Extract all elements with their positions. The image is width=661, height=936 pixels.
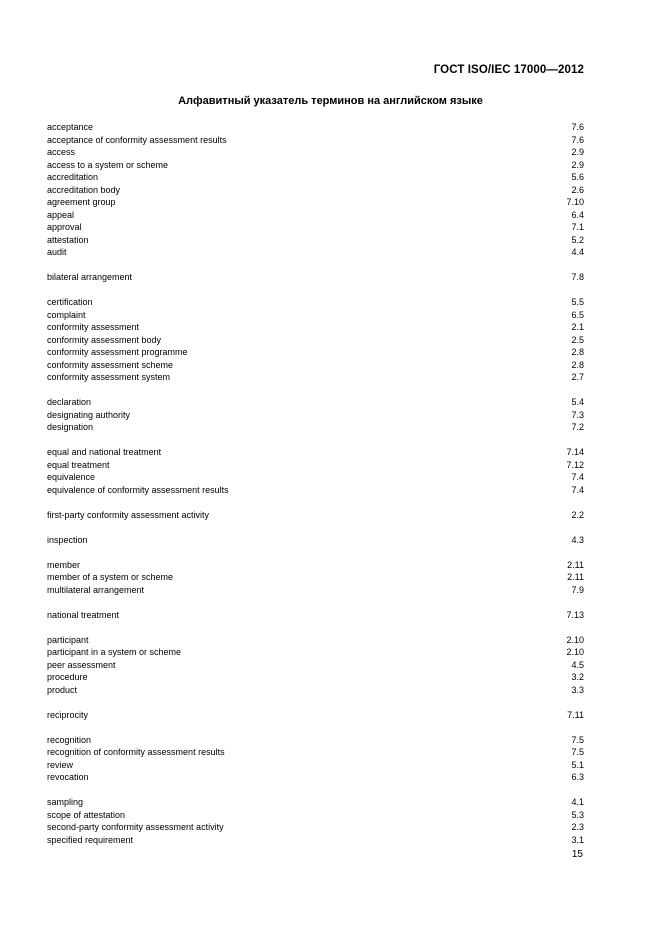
index-term: appeal xyxy=(47,209,75,220)
index-reference: 5.1 xyxy=(571,759,584,770)
index-term: participant in a system or scheme xyxy=(47,647,182,657)
index-entry xyxy=(47,446,584,459)
index-group xyxy=(47,271,584,284)
standard-header: ГОСТ ISO/IEC 17000—2012 xyxy=(433,64,584,76)
index-term: access xyxy=(47,147,76,157)
index-reference: 7.5 xyxy=(571,734,584,745)
index-term: specified requirement xyxy=(47,834,134,845)
index-reference: 2.7 xyxy=(571,372,584,382)
index-group xyxy=(47,396,584,434)
index-term: acceptance of conformity assessment results xyxy=(47,134,227,145)
index-reference: 5.5 xyxy=(571,297,584,307)
index-entry xyxy=(47,684,584,697)
index-group xyxy=(47,609,584,622)
index-group xyxy=(47,296,584,384)
index-term: multilateral arrangement xyxy=(47,584,145,595)
index-group xyxy=(47,446,584,496)
index-group xyxy=(47,121,584,259)
index-term: inspection xyxy=(47,534,88,545)
index-group xyxy=(47,796,584,846)
index-term: equal and national treatment xyxy=(47,447,162,457)
index-entry xyxy=(47,171,584,184)
index-reference: 4.5 xyxy=(571,659,584,670)
index-entry xyxy=(47,821,584,834)
index-term: national treatment xyxy=(47,609,120,620)
index-reference: 7.1 xyxy=(571,222,584,232)
index-reference: 2.1 xyxy=(571,322,584,332)
index-term: access to a system or scheme xyxy=(47,159,169,170)
index-reference: 2.9 xyxy=(571,147,584,157)
index-term: equivalence of conformity assessment results xyxy=(47,484,229,495)
index-group xyxy=(47,734,584,784)
index-reference: 7.2 xyxy=(571,422,584,432)
index-entry xyxy=(47,396,584,409)
index-reference: 7.8 xyxy=(571,272,584,282)
index-reference: 6.5 xyxy=(571,309,584,320)
index-entry xyxy=(47,121,584,134)
index-term: equal treatment xyxy=(47,459,110,470)
index-entry xyxy=(47,321,584,334)
index-group xyxy=(47,559,584,597)
page-number: 15 xyxy=(571,849,583,860)
index-entry xyxy=(47,609,584,622)
index-term: review xyxy=(47,759,74,770)
index-reference: 3.1 xyxy=(571,834,584,845)
index-reference: 4.4 xyxy=(571,247,584,257)
index-reference: 2.5 xyxy=(571,334,584,345)
index-entry xyxy=(47,759,584,772)
index-entry xyxy=(47,509,584,522)
index-term: first-party conformity assessment activity xyxy=(47,509,210,520)
index-reference: 7.11 xyxy=(567,709,584,720)
index-entry xyxy=(47,359,584,372)
index-term: scope of attestation xyxy=(47,809,126,820)
index-group xyxy=(47,709,584,722)
index-reference: 5.3 xyxy=(571,809,584,820)
index-term: agreement group xyxy=(47,197,116,207)
index-reference: 5.4 xyxy=(571,397,584,407)
index-entry xyxy=(47,371,584,384)
index-term: complaint xyxy=(47,309,86,320)
index-term: accreditation xyxy=(47,172,99,182)
index-entry xyxy=(47,346,584,359)
index-reference: 2.8 xyxy=(571,347,584,357)
index-entry xyxy=(47,834,584,847)
index-entry xyxy=(47,534,584,547)
index-reference: 5.2 xyxy=(571,234,584,245)
index-reference: 5.6 xyxy=(571,172,584,182)
index-reference: 2.11 xyxy=(567,572,584,582)
index-term: recognition of conformity assessment results xyxy=(47,747,225,757)
index-term: procedure xyxy=(47,672,88,682)
index-term: certification xyxy=(47,297,93,307)
index-term: approval xyxy=(47,222,82,232)
index-reference: 2.10 xyxy=(566,634,584,645)
index-entry xyxy=(47,559,584,572)
index-entry xyxy=(47,221,584,234)
index-reference: 7.3 xyxy=(571,409,584,420)
index-term: bilateral arrangement xyxy=(47,272,133,282)
index-reference: 2.11 xyxy=(567,559,584,570)
index-reference: 7.5 xyxy=(571,747,584,757)
index-entry xyxy=(47,796,584,809)
index-entry xyxy=(47,421,584,434)
index-term: designating authority xyxy=(47,409,131,420)
index-term: second-party conformity assessment activity xyxy=(47,822,224,832)
index-title: Алфавитный указатель терминов на английском языке xyxy=(178,95,483,107)
index-reference: 7.13 xyxy=(566,609,584,620)
index-entry xyxy=(47,209,584,222)
index-entry xyxy=(47,734,584,747)
index-entry xyxy=(47,146,584,159)
index-reference: 7.12 xyxy=(566,459,584,470)
index-entry xyxy=(47,671,584,684)
index-term: product xyxy=(47,684,78,695)
index-group xyxy=(47,509,584,522)
index-reference: 3.2 xyxy=(571,672,584,682)
index-reference: 4.1 xyxy=(571,797,584,807)
index-reference: 7.4 xyxy=(571,472,584,482)
index-entry xyxy=(47,659,584,672)
index-term: accreditation body xyxy=(47,184,121,195)
index-reference: 7.14 xyxy=(566,447,584,457)
index-term: attestation xyxy=(47,234,89,245)
index-reference: 2.8 xyxy=(571,359,584,370)
index-term: conformity assessment programme xyxy=(47,347,188,357)
index-entry xyxy=(47,246,584,259)
index-entry xyxy=(47,184,584,197)
index-term: designation xyxy=(47,422,94,432)
index-term: sampling xyxy=(47,797,84,807)
index-entry xyxy=(47,134,584,147)
index-term: member xyxy=(47,559,81,570)
index-entry xyxy=(47,771,584,784)
index-term: participant xyxy=(47,634,89,645)
index-term: conformity assessment system xyxy=(47,372,171,382)
index-entry xyxy=(47,571,584,584)
index-reference: 2.3 xyxy=(571,822,584,832)
index-entry xyxy=(47,234,584,247)
index-entry xyxy=(47,709,584,722)
index-term: revocation xyxy=(47,772,89,782)
index-entry xyxy=(47,296,584,309)
index-reference: 4.3 xyxy=(571,534,584,545)
index-reference: 7.6 xyxy=(571,122,584,132)
index-entry xyxy=(47,634,584,647)
index-reference: 2.10 xyxy=(566,647,584,657)
index-term: recognition xyxy=(47,734,92,745)
index-term: peer assessment xyxy=(47,659,116,670)
index-entry xyxy=(47,196,584,209)
index-term: reciprocity xyxy=(47,709,89,720)
index-entry xyxy=(47,484,584,497)
index-reference: 2.2 xyxy=(571,509,584,520)
index-entry xyxy=(47,746,584,759)
index-entry xyxy=(47,584,584,597)
index-reference: 7.6 xyxy=(571,134,584,145)
index-reference: 7.4 xyxy=(571,484,584,495)
index-reference: 6.3 xyxy=(571,772,584,782)
index-term: acceptance xyxy=(47,122,94,132)
index-reference: 2.9 xyxy=(571,159,584,170)
index-entry xyxy=(47,409,584,422)
index-reference: 6.4 xyxy=(571,209,584,220)
index-entry xyxy=(47,646,584,659)
index-entry xyxy=(47,334,584,347)
index-entry xyxy=(47,271,584,284)
index-entry xyxy=(47,809,584,822)
index-entry xyxy=(47,159,584,172)
index-term: declaration xyxy=(47,397,92,407)
index-term: member of a system or scheme xyxy=(47,572,174,582)
index-term: conformity assessment body xyxy=(47,334,162,345)
index-entry xyxy=(47,471,584,484)
index-term: audit xyxy=(47,247,67,257)
index-reference: 7.10 xyxy=(566,197,584,207)
index-entry xyxy=(47,309,584,322)
index-group xyxy=(47,534,584,547)
index-term: conformity assessment scheme xyxy=(47,359,174,370)
index-reference: 2.6 xyxy=(571,184,584,195)
index-reference: 7.9 xyxy=(571,584,584,595)
term-index xyxy=(47,121,584,859)
index-reference: 3.3 xyxy=(571,684,584,695)
index-term: conformity assessment xyxy=(47,322,140,332)
index-term: equivalence xyxy=(47,472,96,482)
index-entry xyxy=(47,459,584,472)
index-group xyxy=(47,634,584,697)
